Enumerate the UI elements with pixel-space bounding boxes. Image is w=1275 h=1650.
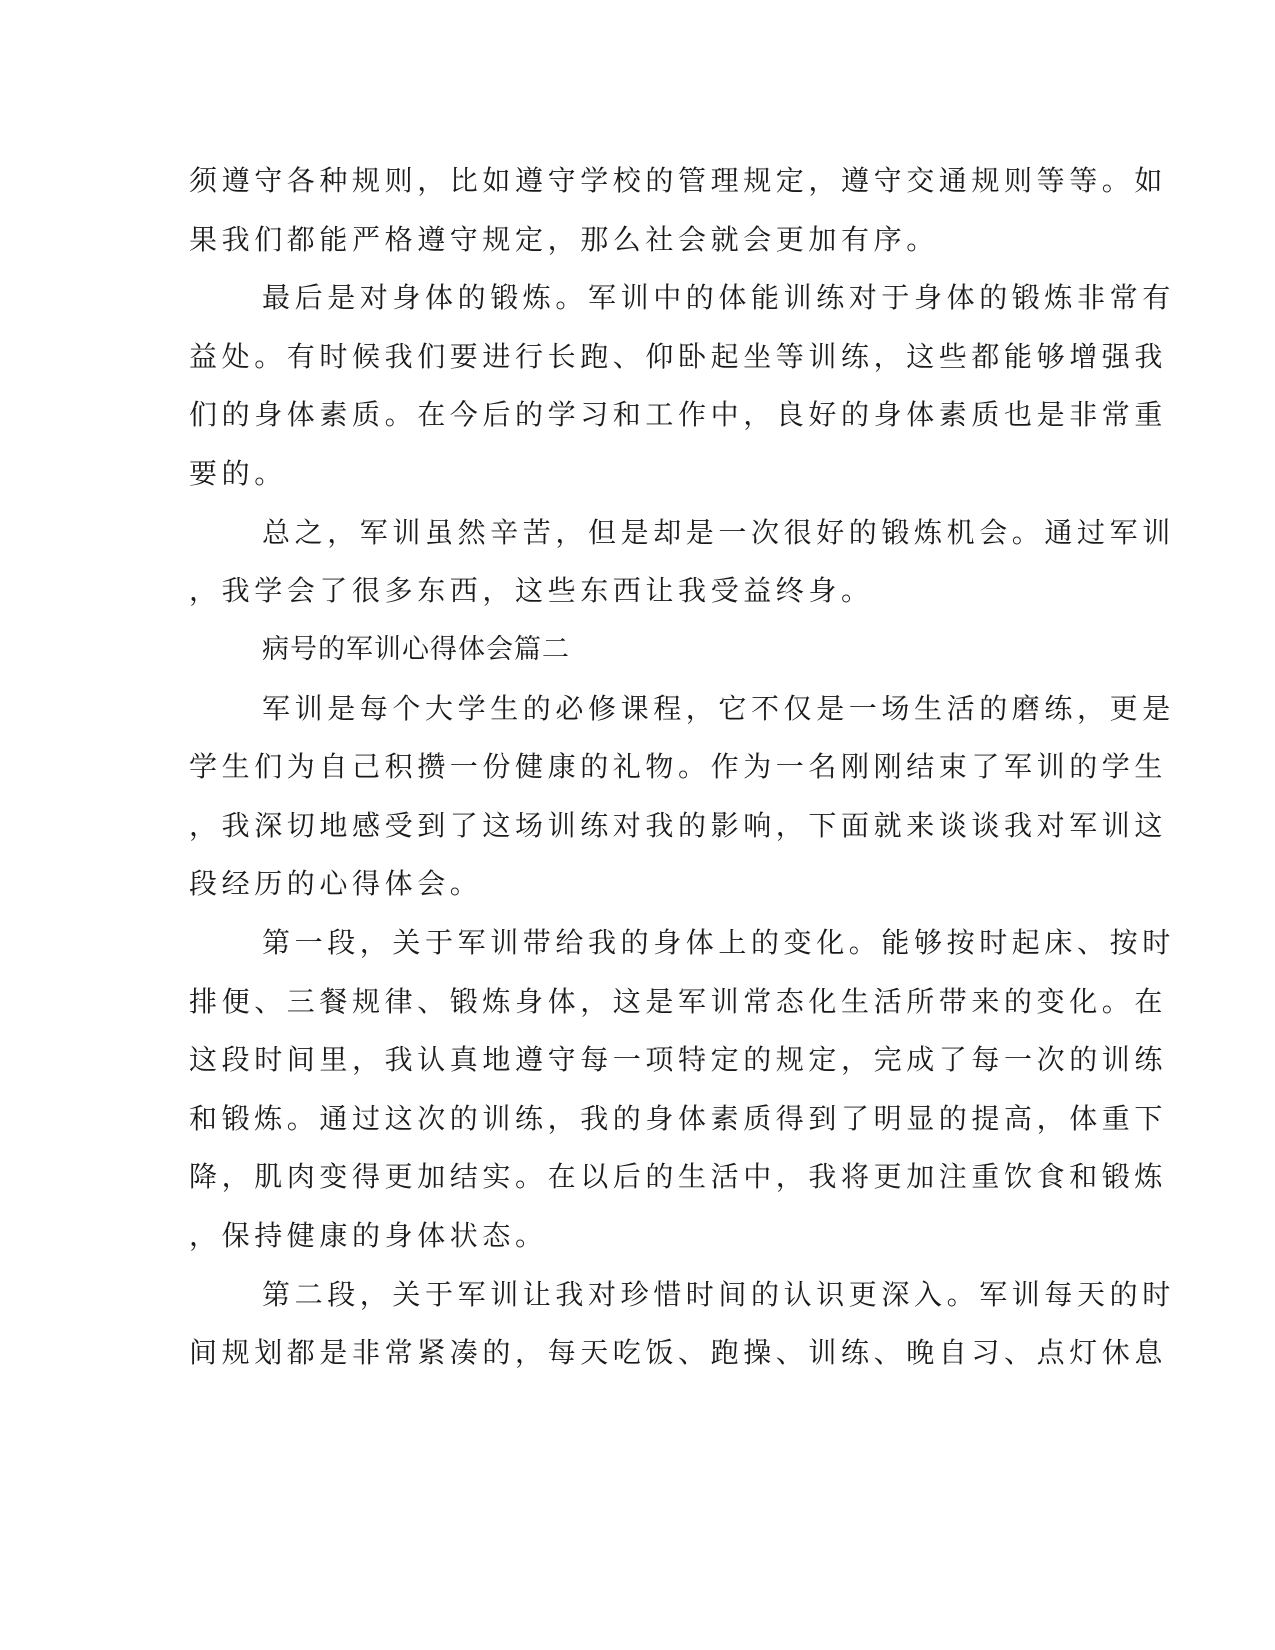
text-line: ，我学会了很多东西，这些东西让我受益终身。 [189, 574, 874, 607]
text-line: ，保持健康的身体状态。 [189, 1219, 548, 1252]
paragraph-first-line: 总之，军训虽然辛苦，但是却是一次很好的锻炼机会。通过军训 [262, 516, 1175, 549]
section-heading: 病号的军训心得体会篇二 [262, 634, 570, 665]
text-line: 间规划都是非常紧凑的，每天吃饭、跑操、训练、晚自习、点灯休息 [189, 1336, 1168, 1369]
text-line: 降，肌肉变得更加结实。在以后的生活中，我将更加注重饮食和锻炼 [189, 1160, 1168, 1193]
text-line: 益处。有时候我们要进行长跑、仰卧起坐等训练，这些都能够增强我 [189, 340, 1168, 373]
text-line: 排便、三餐规律、锻炼身体，这是军训常态化生活所带来的变化。在 [189, 985, 1168, 1018]
text-line: ，我深切地感受到了这场训练对我的影响，下面就来谈谈我对军训这 [189, 809, 1168, 842]
text-line: 这段时间里，我认真地遵守每一项特定的规定，完成了每一次的训练 [189, 1043, 1168, 1076]
text-line: 和锻炼。通过这次的训练，我的身体素质得到了明显的提高，体重下 [189, 1102, 1168, 1135]
text-line: 须遵守各种规则，比如遵守学校的管理规定，遵守交通规则等等。如 [189, 164, 1168, 197]
paragraph-first-line: 第一段，关于军训带给我的身体上的变化。能够按时起床、按时 [262, 926, 1175, 959]
text-line: 要的。 [189, 457, 287, 490]
paragraph-first-line: 最后是对身体的锻炼。军训中的体能训练对于身体的锻炼非常有 [262, 281, 1175, 314]
paragraph-first-line: 第二段，关于军训让我对珍惜时间的认识更深入。军训每天的时 [262, 1278, 1175, 1311]
text-line: 们的身体素质。在今后的学习和工作中，良好的身体素质也是非常重 [189, 398, 1168, 431]
text-line: 果我们都能严格遵守规定，那么社会就会更加有序。 [189, 223, 939, 256]
paragraph-first-line: 军训是每个大学生的必修课程，它不仅是一场生活的磨练，更是 [262, 692, 1175, 725]
text-line: 学生们为自己积攒一份健康的礼物。作为一名刚刚结束了军训的学生 [189, 750, 1168, 783]
text-line: 段经历的心得体会。 [189, 867, 483, 900]
